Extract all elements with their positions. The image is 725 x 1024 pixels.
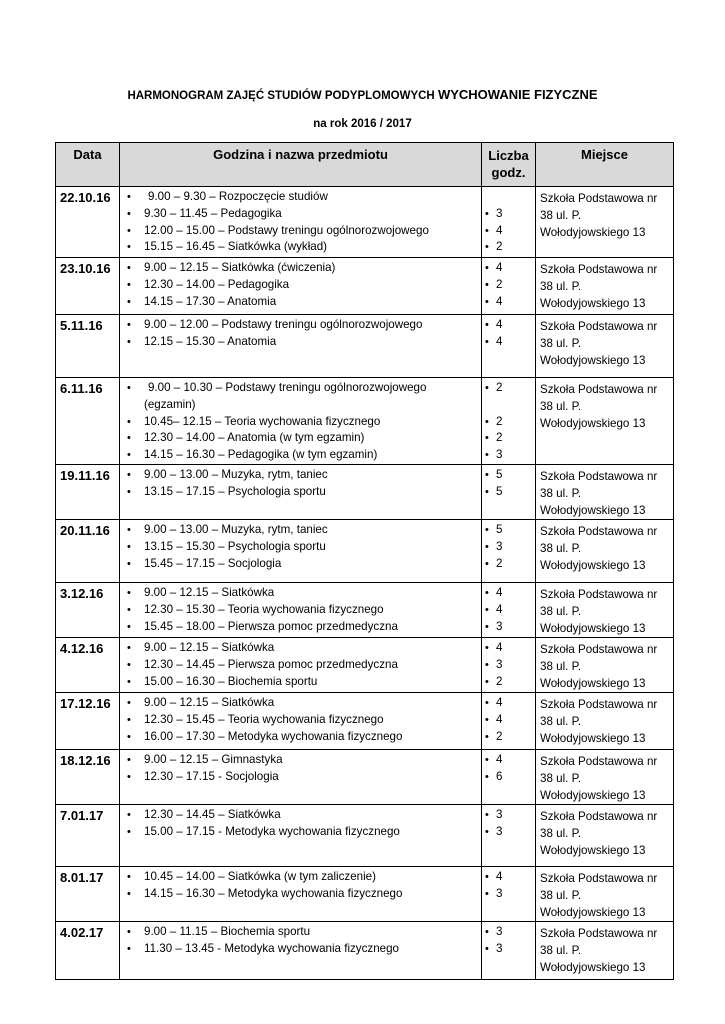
row-hours <box>482 921 536 979</box>
hours-item: • 4 <box>482 602 535 619</box>
row-hours <box>482 315 536 378</box>
row-subjects <box>120 582 482 637</box>
hours-item: • 4 <box>482 869 535 886</box>
row-date: 18.12.16 <box>56 749 120 804</box>
hours-item: • 3 <box>482 807 535 824</box>
hours-item: • 4 <box>482 695 535 712</box>
place-line: 38 ul. P. <box>540 337 582 350</box>
row-place <box>536 582 674 637</box>
row-date: 4.02.17 <box>56 921 120 979</box>
row-date: 23.10.16 <box>56 258 120 315</box>
place-line: Szkoła Podstawowa nr <box>540 524 658 538</box>
place-line: 38 ul. P. <box>540 604 582 618</box>
hours-item: • 3 <box>482 619 535 636</box>
hours-item: • 2 <box>482 430 535 447</box>
row-place <box>536 519 674 582</box>
place-line: 38 ul. P. <box>540 826 582 840</box>
row-date: 6.11.16 <box>56 378 120 465</box>
subject-item: • 9.00 – 12.15 – Siatkówka (ćwiczenia) <box>120 260 481 277</box>
row-hours <box>482 258 536 315</box>
row-hours <box>482 519 536 582</box>
place-line: Szkoła Podstawowa nr <box>540 587 658 601</box>
hours-item: • 4 <box>482 752 535 769</box>
document-subtitle: na rok 2016 / 2017 <box>313 118 412 130</box>
row-subjects <box>120 866 482 921</box>
schedule-table <box>55 142 674 980</box>
place-line: Wołodyjowskiego 13 <box>540 297 646 310</box>
subject-item: • 11.30 – 13.45 - Metodyka wychowania fizycznego <box>120 941 481 958</box>
row-hours <box>482 749 536 804</box>
place-line: Wołodyjowskiego 13 <box>540 558 646 572</box>
row-hours <box>482 804 536 866</box>
place-line: Wołodyjowskiego 13 <box>540 731 646 745</box>
subject-item: • 15.15 – 16.45 – Siatkówka (wykład) <box>120 239 481 256</box>
row-date: 19.11.16 <box>56 464 120 519</box>
place-line: Szkoła Podstawowa nr <box>540 469 658 483</box>
subject-item: • 9.00 – 13.00 – Muzyka, rytm, taniec <box>120 467 481 484</box>
subject-item: • 14.15 – 17.30 – Anatomia <box>120 294 481 311</box>
place-line: 38 ul. P. <box>540 888 582 902</box>
place-line: 38 ul. P. <box>540 280 582 293</box>
row-subjects <box>120 187 482 258</box>
hours-item: • 4 <box>482 585 535 602</box>
hours-item: • 3 <box>482 657 535 674</box>
subject-item: • 12.00 – 15.00 – Podstawy treningu ogólnorozwojowego <box>120 223 481 240</box>
subject-item: • 14.15 – 16.30 – Metodyka wychowania fizycznego <box>120 886 481 903</box>
place-line: 38 ul. P. <box>540 714 582 728</box>
row-hours <box>482 692 536 749</box>
row-date: 5.11.16 <box>56 315 120 378</box>
place-line: Wołodyjowskiego 13 <box>540 354 646 367</box>
place-line: Szkoła Podstawowa nr <box>540 809 658 823</box>
hours-item: • 3 <box>482 941 535 958</box>
place-line: 38 ul. P. <box>540 771 582 785</box>
place-line: Szkoła Podstawowa nr <box>540 926 658 940</box>
place-line: Wołodyjowskiego 13 <box>540 843 646 857</box>
title-part-a: HARMONOGRAM ZAJĘĆ STUDIÓW PODYPLOMOWYCH <box>127 90 435 102</box>
place-line: Wołodyjowskiego 13 <box>540 905 646 919</box>
row-subjects <box>120 692 482 749</box>
table-row <box>56 866 674 921</box>
table-row <box>56 464 674 519</box>
row-subjects <box>120 378 482 465</box>
row-date: 8.01.17 <box>56 866 120 921</box>
place-line: Szkoła Podstawowa nr <box>540 192 658 205</box>
row-subjects <box>120 921 482 979</box>
subject-item: • 10.45 – 14.00 – Siatkówka (w tym zaliczenie) <box>120 869 481 886</box>
subject-item: • 9.00 – 12.15 – Gimnastyka <box>120 752 481 769</box>
subject-item: • 9.00 – 12.15 – Siatkówka <box>120 585 481 602</box>
hours-item: • 3 <box>482 447 535 464</box>
place-line: Szkoła Podstawowa nr <box>540 871 658 885</box>
row-subjects <box>120 749 482 804</box>
table-row <box>56 804 674 866</box>
place-line: Wołodyjowskiego 13 <box>540 960 646 974</box>
row-subjects <box>120 258 482 315</box>
row-date: 17.12.16 <box>56 692 120 749</box>
row-hours <box>482 866 536 921</box>
subject-item: • 12.30 – 14.45 – Pierwsza pomoc przedmedyczna <box>120 657 481 674</box>
place-line: 38 ul. P. <box>540 209 582 222</box>
hours-item: • 2 <box>482 729 535 746</box>
subject-item: (egzamin) <box>144 397 196 411</box>
subject-item: • 10.45– 12.15 – Teoria wychowania fizycznego <box>120 414 481 431</box>
hours-item: • 5 <box>482 484 535 501</box>
table-row <box>56 582 674 637</box>
subject-item: • 13.15 – 15.30 – Psychologia sportu <box>120 539 481 556</box>
place-line: 38 ul. P. <box>540 943 582 957</box>
row-date: 20.11.16 <box>56 519 120 582</box>
hours-item: • 3 <box>482 924 535 941</box>
row-place <box>536 378 674 465</box>
place-line: Wołodyjowskiego 13 <box>540 417 646 430</box>
subject-item: • 12.30 – 14.45 – Siatkówka <box>120 807 481 824</box>
hours-item: • 4 <box>482 294 535 311</box>
header-hours <box>482 143 536 187</box>
subject-item: • 12.30 – 15.30 – Teoria wychowania fizycznego <box>120 602 481 619</box>
row-place <box>536 315 674 378</box>
row-place <box>536 187 674 258</box>
row-place <box>536 804 674 866</box>
subject-item: • 14.15 – 16.30 – Pedagogika (w tym egzamin) <box>120 447 481 464</box>
row-subjects <box>120 519 482 582</box>
hours-item: • 3 <box>482 539 535 556</box>
row-place <box>536 464 674 519</box>
place-line: 38 ul. P. <box>540 400 582 413</box>
row-subjects <box>120 804 482 866</box>
row-hours <box>482 187 536 258</box>
table-row <box>56 519 674 582</box>
header-date: Data <box>56 143 120 187</box>
row-place <box>536 692 674 749</box>
row-hours <box>482 582 536 637</box>
hours-item: • 2 <box>482 397 535 431</box>
hours-item: • 5 <box>482 522 535 539</box>
subject-item: • 12.30 – 14.00 – Anatomia (w tym egzamin) <box>120 430 481 447</box>
header-subject: Godzina i nazwa przedmiotu <box>120 143 482 187</box>
place-line: Szkoła Podstawowa nr <box>540 697 658 711</box>
subject-item: • 15.45 – 17.15 – Socjologia <box>120 556 481 573</box>
header-hours-line2: godz. <box>491 165 526 180</box>
row-date: 3.12.16 <box>56 582 120 637</box>
header-place: Miejsce <box>536 143 674 187</box>
hours-item: • 4 <box>482 334 535 351</box>
subject-item: • 15.00 – 16.30 – Biochemia sportu <box>120 674 481 691</box>
table-row <box>56 187 674 258</box>
place-line: 38 ul. P. <box>540 659 582 673</box>
table-row <box>56 637 674 692</box>
subject-item: • 9.00 – 10.30 – Podstawy treningu ogólnorozwojowego <box>120 380 481 397</box>
place-line: 38 ul. P. <box>540 486 582 500</box>
place-line: Wołodyjowskiego 13 <box>540 503 646 517</box>
subject-item: • 12.15 – 15.30 – Anatomia <box>120 334 481 351</box>
hours-item: • 4 <box>482 712 535 729</box>
place-line: Wołodyjowskiego 13 <box>540 621 646 635</box>
hours-item: • 2 <box>482 674 535 691</box>
row-hours <box>482 464 536 519</box>
table-row <box>56 315 674 378</box>
subject-item: • 9.00 – 11.15 – Biochemia sportu <box>120 924 481 941</box>
place-line: 38 ul. P. <box>540 541 582 555</box>
subject-item: • 9.00 – 9.30 – Rozpoczęcie studiów <box>120 189 481 206</box>
place-line: Wołodyjowskiego 13 <box>540 226 646 239</box>
subject-item: • 12.30 – 17.15 - Socjologia <box>120 769 481 786</box>
table-row <box>56 378 674 465</box>
hours-item: • 2 <box>482 380 535 397</box>
table-row <box>56 921 674 979</box>
subject-item: • 9.00 – 13.00 – Muzyka, rytm, taniec <box>120 522 481 539</box>
table-row <box>56 749 674 804</box>
hours-item: • 6 <box>482 769 535 786</box>
subject-item: • 9.30 – 11.45 – Pedagogika <box>120 206 481 223</box>
subject-item: • 13.15 – 17.15 – Psychologia sportu <box>120 484 481 501</box>
row-place <box>536 866 674 921</box>
row-subjects <box>120 315 482 378</box>
table-row <box>56 692 674 749</box>
hours-item: • 3 <box>482 886 535 903</box>
hours-item: • 4 <box>482 640 535 657</box>
place-line: Szkoła Podstawowa nr <box>540 263 658 276</box>
place-line: Wołodyjowskiego 13 <box>540 676 646 690</box>
subject-item: • 9.00 – 12.00 – Podstawy treningu ogólnorozwojowego <box>120 317 481 334</box>
hours-item: • 3 <box>482 824 535 841</box>
place-line: Szkoła Podstawowa nr <box>540 383 658 396</box>
hours-item: • 2 <box>482 239 535 256</box>
subject-item: • 9.00 – 12.15 – Siatkówka <box>120 640 481 657</box>
row-place <box>536 749 674 804</box>
place-line: Szkoła Podstawowa nr <box>540 754 658 768</box>
row-date: 7.01.17 <box>56 804 120 866</box>
row-place <box>536 921 674 979</box>
place-line: Szkoła Podstawowa nr <box>540 320 658 333</box>
subject-item: • 15.00 – 17.15 - Metodyka wychowania fizycznego <box>120 824 481 841</box>
hours-item: • 2 <box>482 277 535 294</box>
subject-item: • 15.45 – 18.00 – Pierwsza pomoc przedmedyczna <box>120 619 481 636</box>
title-part-b: WYCHOWANIE FIZYCZNE <box>437 87 598 102</box>
row-hours <box>482 378 536 465</box>
row-date: 22.10.16 <box>56 187 120 258</box>
subject-item: • 9.00 – 12.15 – Siatkówka <box>120 695 481 712</box>
place-line: Wołodyjowskiego 13 <box>540 788 646 802</box>
row-hours <box>482 637 536 692</box>
table-row <box>56 258 674 315</box>
hours-item: • 4 <box>482 260 535 277</box>
place-line: Szkoła Podstawowa nr <box>540 642 658 656</box>
hours-item: • 4 <box>482 317 535 334</box>
subject-item: • 12.30 – 14.00 – Pedagogika <box>120 277 481 294</box>
document-title <box>0 87 725 102</box>
row-date: 4.12.16 <box>56 637 120 692</box>
header-hours-line1: Liczba <box>488 148 529 163</box>
subject-item: • 12.30 – 15.45 – Teoria wychowania fizycznego <box>120 712 481 729</box>
hours-item: • 3 <box>482 206 535 223</box>
hours-item: • 5 <box>482 467 535 484</box>
hours-item: • 2 <box>482 556 535 573</box>
row-subjects <box>120 464 482 519</box>
table-header-row <box>56 143 674 187</box>
row-subjects <box>120 637 482 692</box>
row-place <box>536 258 674 315</box>
subject-item: • 16.00 – 17.30 – Metodyka wychowania fizycznego <box>120 729 481 746</box>
hours-item: • 4 <box>482 223 535 240</box>
row-place <box>536 637 674 692</box>
